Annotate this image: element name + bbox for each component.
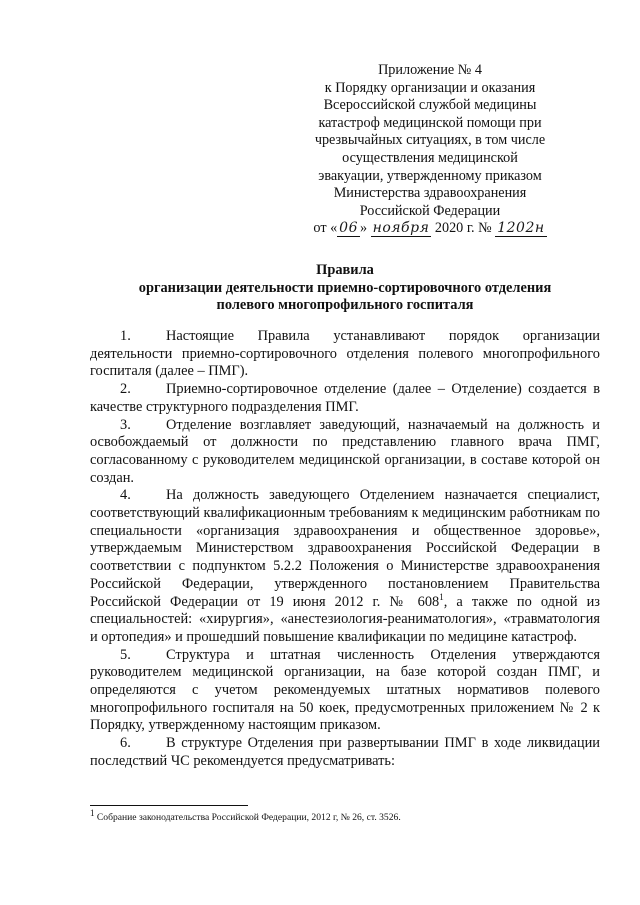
footnote-divider — [90, 805, 248, 806]
paragraph-text: В структуре Отделения при развертывании ПМГ в ходе ликвидации последствий ЧС рекомендуется предусматривать: — [90, 735, 600, 769]
paragraph-number: 1. — [120, 328, 131, 344]
footnote — [90, 807, 600, 824]
order-number-handwritten: 1202н — [497, 220, 545, 237]
paragraph-number: 2. — [120, 381, 131, 398]
annex-line: эвакуации, утвержденному приказом — [318, 167, 542, 184]
paragraph-number: 4. — [120, 487, 131, 504]
paragraph-text: На должность заведующего Отделением назначается специалист, соответствующий квалификационным требованиям к медицинским работникам по специальности «организация здравоохранения и общественное здоровье», утверждаемым Министерством здравоохранения Российской Федерации в соответствии с подпунктом 5.2.2 Положения о Министерстве здравоохранения Российской Федерации, утвержденного постановлением Правительства Российской Федерации от 19 июня 2012 г. № 608 — [90, 487, 600, 610]
order-mid: » — [360, 220, 371, 237]
annex-line: катастроф медицинской помощи при — [318, 114, 542, 131]
title-line-2: организации деятельности приемно-сортировочного отделения — [138, 279, 552, 296]
annex-line: Всероссийской службой медицины — [323, 97, 537, 114]
annex-line: Российской Федерации — [359, 202, 501, 219]
paragraph-5 — [90, 647, 600, 736]
annex-line: осуществления медицинской — [342, 149, 518, 166]
paragraph-number: 5. — [120, 646, 131, 663]
order-day-handwritten: 06 — [339, 220, 358, 237]
paragraph-text: , а также по одной из специальностей: «хирургия», «анестезиология-реаниматология», «травматология и ортопедия» и прошедший повышение квалификации по медицине катастроф. — [90, 593, 600, 645]
paragraph-text: Приемно-сортировочное отделение (далее – Отделение) создается в качестве структурного подразделения ПМГ. — [90, 381, 600, 415]
paragraph-text: Структура и штатная численность Отделения утверждаются руководителем медицинской организации, на базе которой создан ПМГ, и определяются с учетом рекомендуемых штатных нормативов полевого многопрофильного госпиталя на 50 коек, предусмотренных приложением № 2 к Порядку, утвержденному настоящим приказом. — [90, 646, 600, 734]
title-line-1: Правила — [316, 262, 374, 278]
annex-line: Министерства здравоохранения — [333, 185, 527, 202]
paragraph-1 — [90, 328, 600, 381]
title-line-3: полевого многопрофильного госпиталя — [216, 297, 474, 314]
document-body — [90, 328, 600, 771]
order-prefix: от « — [313, 220, 338, 237]
footnote-ref[interactable]: 1 — [439, 591, 444, 602]
paragraph-text: Отделение возглавляет заведующий, назначаемый на должность и освобождаемый от должности по представлению главного врача ПМГ, согласованному с руководителем медицинской организации, в составе которой он создан. — [90, 416, 600, 486]
document-title — [90, 262, 600, 315]
paragraph-3 — [90, 417, 600, 488]
paragraph-4 — [90, 487, 600, 646]
order-month-handwritten: ноября — [372, 220, 430, 237]
paragraph-text: Настоящие Правила устанавливают порядок организации деятельности приемно-сортировочного отделения полевого многопрофильного госпиталя (далее – ПМГ). — [90, 328, 600, 380]
paragraph-2 — [90, 381, 600, 416]
footnote-mark: 1 — [90, 807, 95, 818]
order-year: 2020 г. № — [431, 220, 496, 237]
paragraph-number: 6. — [120, 735, 131, 752]
annex-line: Приложение № 4 — [378, 62, 482, 78]
footnote-text: Собрание законодательства Российской Федерации, 2012 г, № 26, ст. 3526. — [94, 812, 401, 823]
annex-line: чрезвычайных ситуациях, в том числе — [314, 132, 546, 149]
paragraph-6 — [90, 735, 600, 770]
paragraph-number: 3. — [120, 416, 131, 433]
annex-header — [310, 62, 550, 238]
annex-line: к Порядку организации и оказания — [324, 79, 536, 96]
order-date-line — [310, 220, 550, 238]
